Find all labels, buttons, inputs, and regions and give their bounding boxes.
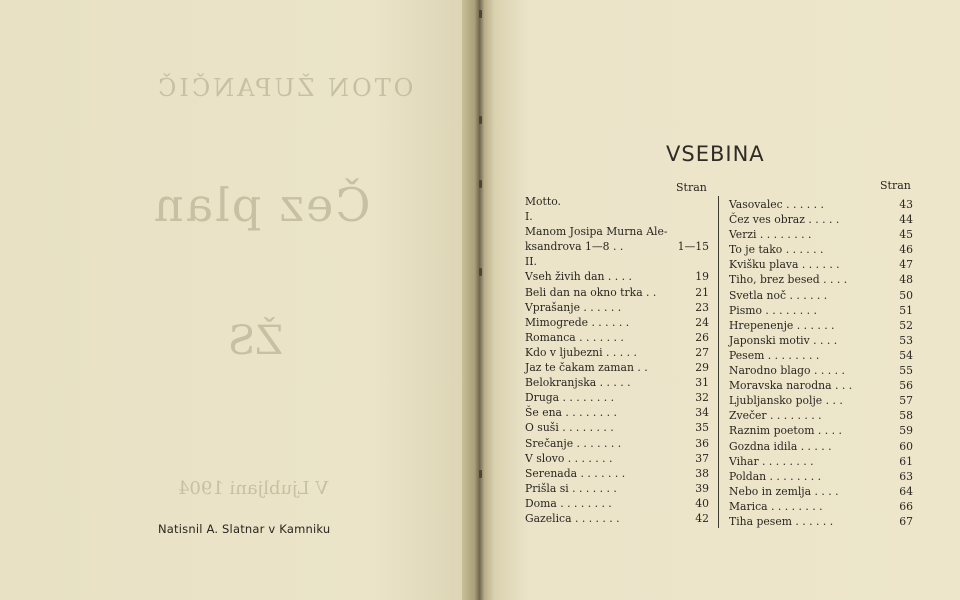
toc-entry: [525, 390, 709, 405]
toc-entry-title: Narodno blago . . . . .: [729, 364, 845, 378]
toc-entry: [525, 360, 709, 375]
toc-entry-title: Prišla si . . . . . . .: [525, 481, 617, 495]
toc-entry-title: O suši . . . . . . . .: [525, 421, 614, 435]
column2-page-header: Stran: [880, 179, 911, 192]
toc-entry: [729, 408, 913, 423]
left-page: [0, 0, 466, 600]
toc-entry: [729, 454, 913, 469]
toc-entry: [525, 496, 709, 511]
toc-entry-page: 55: [899, 364, 913, 378]
toc-entry-title: Serenada . . . . . . .: [525, 466, 626, 480]
toc-entry-title: Tiho, brez besed . . . .: [729, 273, 848, 287]
toc-entry-page: 36: [695, 436, 709, 450]
toc-entry-title: I.: [525, 210, 533, 224]
toc-entry-page: 29: [695, 361, 709, 375]
binding-stitch: [479, 470, 482, 478]
binding-stitch: [479, 268, 482, 276]
toc-entry-page: 59: [899, 424, 913, 438]
toc-entry: [525, 269, 709, 284]
toc-entry-page: 50: [899, 288, 913, 302]
toc-entry-title: To je tako . . . . . .: [729, 243, 824, 257]
toc-entry-title: Še ena . . . . . . . .: [525, 406, 617, 420]
toc-entry: [729, 393, 913, 408]
bleed-through-imprint: V Ljubljani 1904: [178, 478, 329, 499]
toc-entry-page: 52: [899, 318, 913, 332]
toc-entry: [525, 345, 709, 360]
toc-entry-title: Vprašanje . . . . . .: [525, 300, 622, 314]
toc-entry-page: 61: [899, 454, 913, 468]
toc-entry-title: ksandrova 1—8 . .: [525, 240, 624, 254]
toc-entry: [525, 224, 709, 239]
toc-entry-title: Čez ves obraz . . . . .: [729, 213, 840, 227]
toc-entry: [525, 420, 709, 435]
toc-entry-title: Ljubljansko polje . . .: [729, 394, 843, 408]
toc-entry-page: 64: [899, 484, 913, 498]
book-gutter: [462, 0, 494, 600]
toc-entry: [729, 272, 913, 287]
toc-entry-title: Zvečer . . . . . . . .: [729, 409, 822, 423]
toc-entry-title: Japonski motiv . . . .: [729, 333, 838, 347]
toc-entry-title: II.: [525, 255, 537, 269]
toc-entry-page: 56: [899, 379, 913, 393]
binding-stitch: [479, 116, 482, 124]
toc-entry: [525, 315, 709, 330]
toc-entry-title: Vseh živih dan . . . .: [525, 270, 632, 284]
toc-entry-page: 23: [695, 300, 709, 314]
toc-entry: [729, 469, 913, 484]
toc-entry-title: Vasovalec . . . . . .: [729, 198, 824, 211]
toc-entry: [525, 375, 709, 390]
toc-entry: [729, 197, 913, 212]
toc-entry-page: 27: [695, 345, 709, 359]
toc-entry-title: Svetla noč . . . . . .: [729, 288, 828, 302]
toc-entry-page: 40: [695, 496, 709, 510]
toc-entry: [525, 405, 709, 420]
toc-entry-title: Hrepenenje . . . . . .: [729, 318, 835, 332]
toc-entry: [729, 318, 913, 333]
toc-entry-title: Motto.: [525, 195, 561, 208]
toc-entry-page: 63: [899, 469, 913, 483]
toc-entry-title: Manom Josipa Murna Ale-: [525, 225, 668, 239]
toc-entry-title: Mimogrede . . . . . .: [525, 315, 630, 329]
toc-entry: [729, 288, 913, 303]
toc-entry-title: Beli dan na okno trka . .: [525, 285, 657, 299]
toc-entry: [525, 194, 709, 209]
toc-entry-page: 26: [695, 330, 709, 344]
toc-entry-page: 53: [899, 333, 913, 347]
toc-entry: [525, 239, 709, 254]
toc-entry-title: Srečanje . . . . . . .: [525, 436, 622, 450]
contents-column-2: [729, 197, 913, 529]
toc-entry-title: Poldan . . . . . . . .: [729, 469, 821, 483]
toc-entry: [729, 333, 913, 348]
toc-entry-page: 38: [695, 466, 709, 480]
toc-entry: [729, 423, 913, 438]
toc-entry: [525, 481, 709, 496]
toc-entry-page: 44: [899, 213, 913, 227]
bleed-through-title: Čez plan: [152, 178, 371, 232]
toc-entry-title: Druga . . . . . . . .: [525, 391, 615, 405]
toc-entry-page: 66: [899, 499, 913, 513]
toc-entry: [729, 303, 913, 318]
toc-entry: [729, 363, 913, 378]
column-divider: [718, 196, 719, 528]
toc-entry: [729, 378, 913, 393]
toc-entry-page: 32: [695, 391, 709, 405]
printer-colophon: Natisnil A. Slatnar v Kamniku: [158, 522, 331, 536]
toc-entry-title: Romanca . . . . . . .: [525, 330, 624, 344]
toc-entry-page: 43: [899, 198, 913, 211]
toc-entry-title: Belokranjska . . . . .: [525, 376, 631, 390]
toc-entry: [729, 212, 913, 227]
toc-entry-page: 1—15: [677, 240, 709, 254]
contents-title: VSEBINA: [666, 142, 765, 167]
toc-entry-page: 51: [899, 303, 913, 317]
toc-entry-page: 35: [695, 421, 709, 435]
contents-column-1: [525, 194, 709, 526]
toc-entry-page: 54: [899, 348, 913, 362]
toc-entry-title: Kdo v ljubezni . . . . .: [525, 345, 637, 359]
toc-entry: [525, 436, 709, 451]
toc-entry-page: 67: [899, 514, 913, 528]
toc-entry: [729, 348, 913, 363]
toc-entry-title: Moravska narodna . . .: [729, 379, 853, 393]
toc-entry-title: Vihar . . . . . . . .: [729, 454, 814, 468]
toc-entry-page: 19: [695, 270, 709, 284]
toc-entry: [525, 451, 709, 466]
toc-entry: [729, 499, 913, 514]
toc-entry-title: V slovo . . . . . . .: [525, 451, 613, 465]
toc-entry: [525, 209, 709, 224]
toc-entry: [729, 484, 913, 499]
toc-entry-title: Raznim poetom . . . .: [729, 424, 842, 438]
toc-entry-page: 31: [695, 376, 709, 390]
toc-entry: [525, 254, 709, 269]
toc-entry-title: Marica . . . . . . . .: [729, 499, 823, 513]
toc-entry-page: 58: [899, 409, 913, 423]
toc-entry-title: Gazelica . . . . . . .: [525, 511, 620, 525]
toc-entry-title: Doma . . . . . . . .: [525, 496, 612, 510]
toc-entry-page: 48: [899, 273, 913, 287]
toc-entry-page: 42: [695, 511, 709, 525]
toc-entry-page: 46: [899, 243, 913, 257]
toc-entry-page: 60: [899, 439, 913, 453]
toc-entry: [525, 330, 709, 345]
binding-stitch: [479, 180, 482, 188]
column1-page-header: Stran: [676, 181, 707, 194]
toc-entry: [525, 511, 709, 526]
toc-entry: [729, 439, 913, 454]
toc-entry-page: 37: [695, 451, 709, 465]
bleed-through-author: OTON ŽUPANČIČ: [155, 74, 414, 102]
toc-entry-title: Tiha pesem . . . . . .: [729, 514, 834, 528]
toc-entry-page: 34: [695, 406, 709, 420]
toc-entry-title: Verzi . . . . . . . .: [729, 228, 812, 242]
toc-entry: [525, 466, 709, 481]
toc-entry-title: Gozdna idila . . . . .: [729, 439, 832, 453]
toc-entry: [729, 242, 913, 257]
toc-entry: [525, 285, 709, 300]
toc-entry: [729, 514, 913, 529]
toc-entry-page: 21: [695, 285, 709, 299]
toc-entry: [729, 227, 913, 242]
toc-entry-title: Nebo in zemlja . . . .: [729, 484, 839, 498]
bleed-through-ornament: ŽS: [228, 318, 284, 364]
toc-entry: [729, 257, 913, 272]
toc-entry-page: 57: [899, 394, 913, 408]
toc-entry-title: Kvišku plava . . . . . .: [729, 258, 840, 272]
toc-entry-page: 47: [899, 258, 913, 272]
toc-entry: [525, 300, 709, 315]
toc-entry-page: 39: [695, 481, 709, 495]
toc-entry-page: 45: [899, 228, 913, 242]
toc-entry-title: Jaz te čakam zaman . .: [525, 361, 648, 375]
toc-entry-title: Pismo . . . . . . . .: [729, 303, 817, 317]
toc-entry-page: 24: [695, 315, 709, 329]
toc-entry-title: Pesem . . . . . . . .: [729, 348, 820, 362]
binding-stitch: [479, 10, 482, 18]
